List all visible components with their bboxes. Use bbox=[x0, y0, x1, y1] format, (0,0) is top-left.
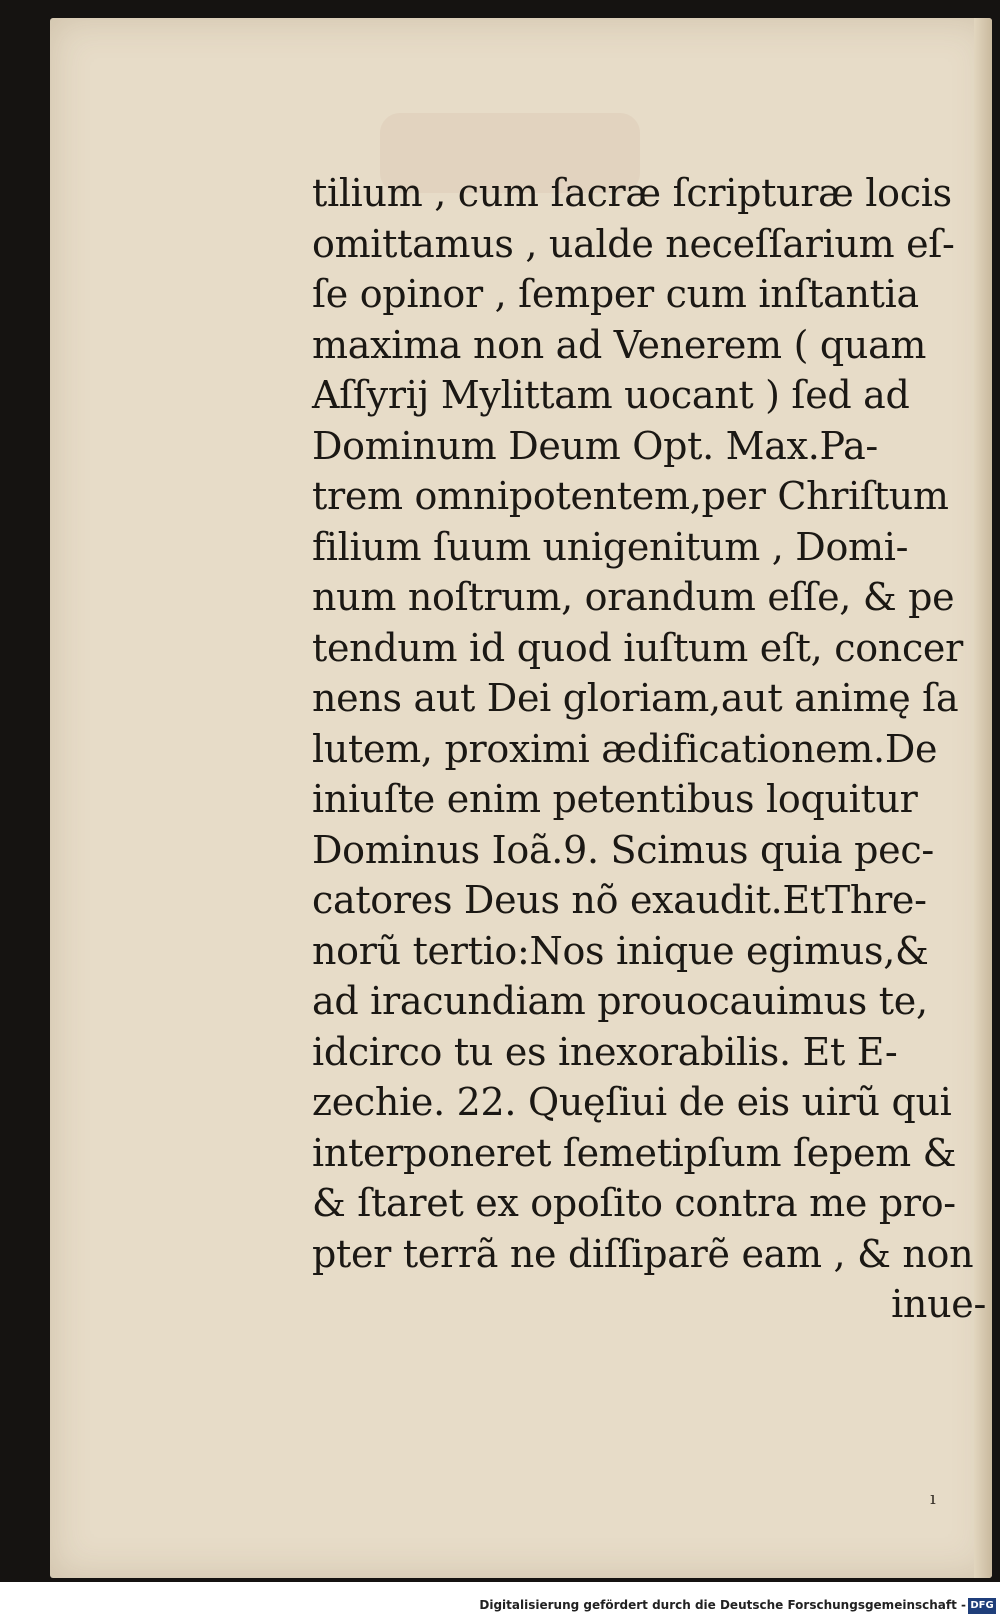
book-page bbox=[50, 18, 992, 1578]
digitization-footer bbox=[0, 1582, 1000, 1620]
text-line-8: filium ſuum unigenitum , Domi- bbox=[312, 524, 909, 569]
text-line-14: Dominus Ioã.9. Scimus quia pec- bbox=[312, 827, 934, 872]
text-line-10: tendum id quod iuſtum eſt, concer bbox=[312, 625, 963, 670]
text-line-18: idcirco tu es inexorabilis. Et E- bbox=[312, 1029, 898, 1074]
text-line-17: ad iracundiam prouocauimus te, bbox=[312, 979, 928, 1023]
page-text-block bbox=[312, 168, 992, 1330]
text-line-13: iniuſte enim petentibus loquitur bbox=[312, 777, 918, 821]
text-line-19: zechie. 22. Quęſiui de eis uirũ qui bbox=[312, 1080, 952, 1124]
text-line-7: trem omnipotentem,per Chriſtum bbox=[312, 474, 949, 518]
funding-credit: Digitalisierung gefördert durch die Deutsche Forschungsgemeinschaft - bbox=[479, 1598, 966, 1612]
catchword: inue- bbox=[891, 1282, 986, 1326]
text-line-21: & ſtaret ex opoſito contra me pro- bbox=[312, 1181, 956, 1225]
text-line-5: Aſſyrij Mylittam uocant ) ſed ad bbox=[312, 373, 910, 417]
text-line-11: nens aut Dei gloriam,aut animę ſa bbox=[312, 676, 959, 720]
text-line-16: norũ tertio:Nos inique egimus,& bbox=[312, 928, 929, 973]
text-line-1: tilium , cum ſacræ ſcripturæ locis bbox=[312, 171, 952, 215]
text-line-22: pter terrã ne diſſiparẽ eam , & non bbox=[312, 1231, 974, 1276]
text-line-4: maxima non ad Venerem ( quam bbox=[312, 322, 927, 367]
text-line-15: catores Deus nõ exaudit.EtThre- bbox=[312, 878, 927, 922]
text-line-3: ſe opinor , ſemper cum inſtantia bbox=[312, 272, 919, 316]
text-line-12: lutem, proximi ædificationem.De bbox=[312, 726, 938, 771]
text-line-20: interponeret ſemetipſum ſepem & bbox=[312, 1130, 957, 1175]
text-line-9: num noſtrum, orandum eſſe, & pe bbox=[312, 575, 955, 619]
margin-pencil-mark: ı bbox=[930, 1488, 936, 1509]
dfg-logo[interactable]: DFG bbox=[968, 1598, 996, 1614]
text-line-6: Dominum Deum Opt. Max.Pa- bbox=[312, 423, 878, 468]
text-line-2: omittamus , ualde neceſſarium eſ- bbox=[312, 221, 955, 266]
